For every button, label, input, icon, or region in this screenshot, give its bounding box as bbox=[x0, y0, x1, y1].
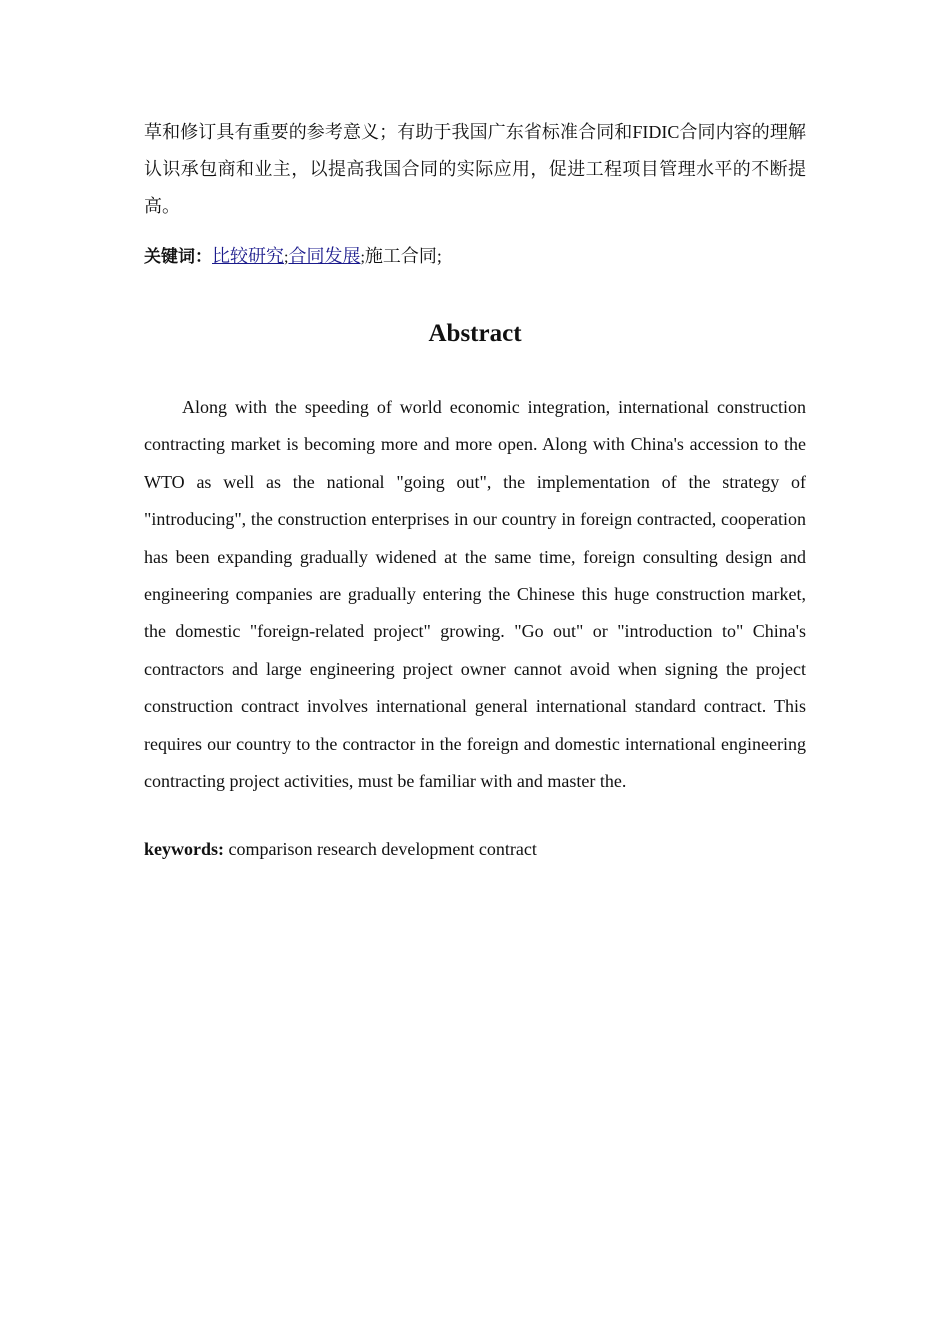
keyword-separator: ; bbox=[284, 249, 289, 266]
keyword-separator: ; bbox=[360, 249, 365, 266]
abstract-body: Along with the speeding of world economic integration, international construction contracting market is becoming more and more open. Along with China's accession to the WTO as well as the national "going out", the implementation of the strategy of "introducing", the construction enterprises in our country in foreign contracted, cooperation has been expanding gradually widened at the same time, foreign consulting design and engineering companies are gradually entering the Chinese this huge construction market, the domestic "foreign-related project" growing. "Go out" or "introduction to" China's contractors and large engineering project owner cannot avoid when signing the project construction contract involves international general international standard contract. This requires our country to the contractor in the foreign and domestic international engineering contracting project activities, must be familiar with and master the. bbox=[144, 397, 806, 792]
chinese-keywords-label: 关键词： bbox=[144, 247, 212, 267]
keyword-link-contract-development[interactable]: 合同发展 bbox=[288, 246, 361, 266]
chinese-keywords bbox=[144, 241, 806, 273]
english-keywords-text: comparison research development contract bbox=[228, 839, 537, 860]
document-page bbox=[144, 114, 806, 864]
keyword-link-comparison-research[interactable]: 比较研究 bbox=[212, 246, 284, 266]
keyword-construction-contract: 施工合同; bbox=[364, 246, 442, 266]
english-keywords-label: keywords: bbox=[144, 839, 224, 860]
chinese-abstract-paragraph: 草和修订具有重要的参考意义；有助于我国广东省标准合同和FIDIC合同内容的理解认识承包商和业主，以提高我国合同的实际应用，促进工程项目管理水平的不断提高。 bbox=[144, 122, 806, 216]
english-keywords bbox=[144, 834, 806, 864]
abstract-heading: Abstract bbox=[428, 320, 522, 347]
